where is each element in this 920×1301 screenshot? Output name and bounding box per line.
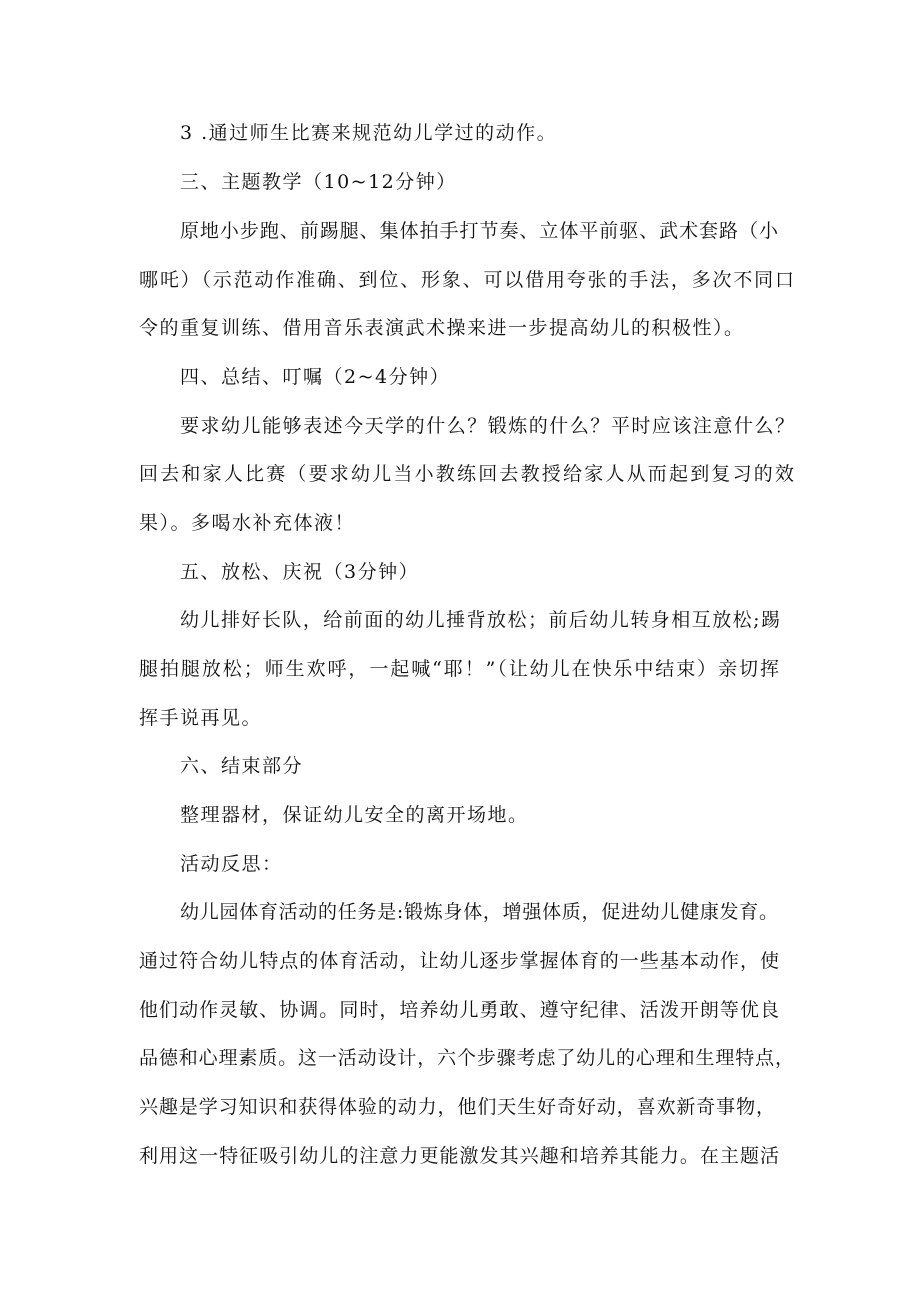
section-heading-relax: 五、放松、庆祝（3分钟） [180, 561, 420, 583]
section-heading-theme-teaching: 三、主题教学（10~12分钟） [180, 171, 457, 193]
paragraph-line: 要求幼儿能够表述今天学的什么？锻炼的什么？平时应该注意什么？ [180, 415, 794, 437]
paragraph-line: 果）。多喝水补充体液！ [139, 512, 356, 534]
paragraph-line: 利用这一特征吸引幼儿的注意力更能激发其兴趣和培养其能力。在主题活 [139, 1145, 779, 1167]
paragraph-line: 通过符合幼儿特点的体育活动，让幼儿逐步掌握体育的一些基本动作，使 [139, 950, 779, 972]
paragraph-line: 幼儿园体育活动的任务是:锻炼身体，增强体质，促进幼儿健康发育。 [180, 901, 778, 923]
paragraph-line: 兴趣是学习知识和获得体验的动力，他们天生好奇好动，喜欢新奇事物， [139, 1096, 775, 1118]
section-heading-ending: 六、结束部分 [180, 755, 304, 777]
paragraph-line: 回去和家人比赛（要求幼儿当小教练回去教授给家人从而起到复习的效 [139, 463, 794, 485]
paragraph-line: 幼儿排好长队，给前面的幼儿捶背放松；前后幼儿转身相互放松;踢 [180, 609, 780, 631]
paragraph-line: 挥手说再见。 [139, 707, 263, 729]
paragraph-line: 腿拍腿放松；师生欢呼，一起喊“耶！”（让幼儿在快乐中结束）亲切挥 [139, 658, 779, 680]
paragraph-line: 哪吒）（示范动作准确、到位、形象、可以借用夸张的手法，多次不同口 [139, 269, 794, 291]
section-heading-reflection: 活动反思： [180, 853, 283, 875]
paragraph-line: 原地小步跑、前踢腿、集体拍手打节奏、立体平前驱、武术套路（小 [180, 220, 778, 242]
section-heading-summary: 四、总结、叮嘱（2~4分钟） [180, 366, 451, 388]
step-3-line: 3 .通过师生比赛来规范幼儿学过的动作。 [180, 122, 558, 144]
paragraph-line: 他们动作灵敏、协调。同时，培养幼儿勇敢、遵守纪律、活泼开朗等优良 [139, 999, 779, 1021]
paragraph-line: 令的重复训练、借用音乐表演武术操来进一步提高幼儿的积极性）。 [139, 317, 745, 339]
paragraph-line: 整理器材，保证幼儿安全的离开场地。 [180, 804, 529, 826]
paragraph-line: 品德和心理素质。这一活动设计，六个步骤考虑了幼儿的心理和生理特点， [139, 1047, 794, 1069]
